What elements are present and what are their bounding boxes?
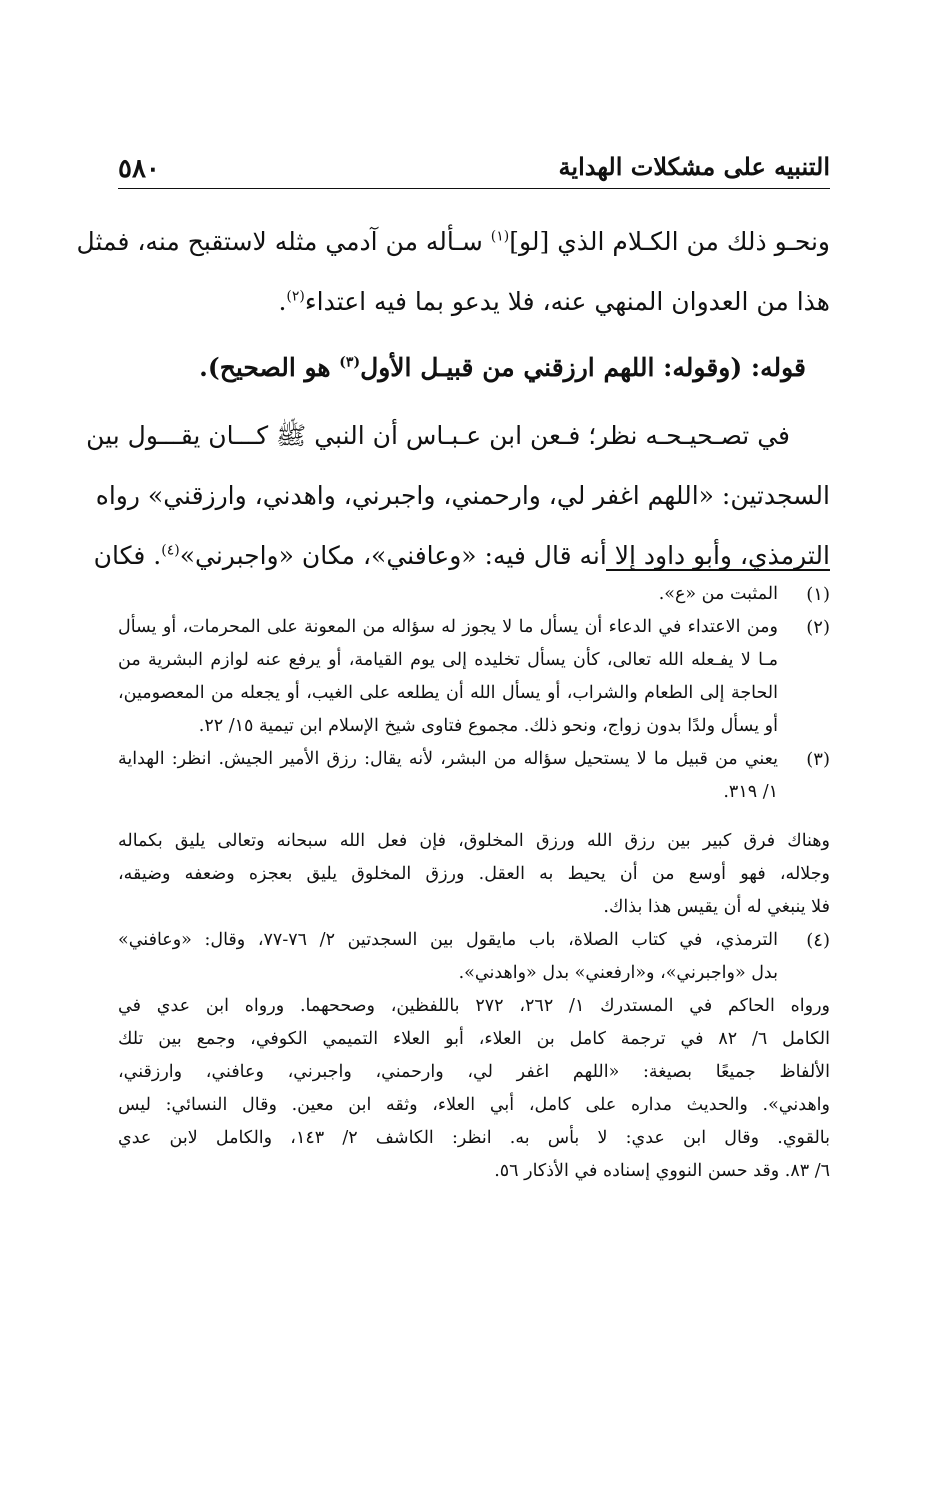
footnote-line: وهناك فرق كبير بين رزق الله ورزق المخلوق، فإن فعل الله سبحانه وتعالى يليق بكماله (118, 831, 830, 851)
footnote-line: وجلاله، فهو أوسع من أن يحيط به العقل. ورزق المخلوق يليق بعجزه وضعفه وضيقه، (118, 864, 830, 884)
footnote-line: بالقوي. وقال ابن عدي: لا بأس به. انظر: الكاشف ٢/ ١٤٣، والكامل لابن عدي (118, 1128, 830, 1148)
footnote-line: بدل «واجبرني»، و«ارفعني» بدل «واهدني». (458, 963, 778, 983)
footnote-line: ورواه الحاكم في المستدرك ١/ ٢٦٢، ٢٧٢ باللفظين، وصححهما. ورواه ابن عدي في (118, 996, 831, 1016)
footnote-line: ومن الاعتداء في الدعاء أن يسأل ما لا يجوز له سؤاله من المعونة على المحرمات، أو يسأل (118, 617, 778, 637)
footnote-line: الترمذي، في كتاب الصلاة، باب مايقول بين السجدتين ٢/ ٧٦-٧٧، وقال: «وعافني» (118, 930, 779, 950)
footnote-line: واهدني». والحديث مداره على كامل، أبي العلاء، وثقه ابن معين. وقال النسائي: ليس (118, 1095, 830, 1115)
footnote-line: فلا ينبغي له أن يقيس هذا بذاك. (603, 897, 830, 917)
text-line: هذا من العدوان المنهي عنه، فلا يدعو بما فيه اعتداء$^{(٢)}$. (278, 287, 830, 316)
footnote-4-continued (118, 990, 830, 1188)
footnote-line: مـا لا يفـعله الله تعالى، كأن يسأل تخليده إلى يوم القيامة، أو يرفع عنه لوازم البشرية من (118, 650, 778, 670)
header-rule (118, 188, 830, 189)
footnote-line: الكامل ٦/ ٨٢ في ترجمة كامل بن العلاء، أبو العلاء التميمي الكوفي، وجمع بين تلك (118, 1029, 830, 1049)
footnote-number: (٣) (806, 749, 830, 770)
footnote-4 (118, 924, 830, 990)
page-number: ٥٨٠ (118, 154, 160, 184)
footnote-line: ١/ ٣١٩. (723, 782, 778, 802)
footnote-line: أو يسأل ولدًا بدون زواج، ونحو ذلك. مجموع فتاوى شيخ الإسلام ابن تيمية ١٥/ ٢٢. (198, 716, 778, 736)
footnote-line: الحاجة إلى الطعام والشراب، أو يسأل الله أن يطلعه على الغيب، أو يجعله من المعصومين، (118, 683, 778, 703)
footnote-3 (118, 743, 830, 809)
footnote-line: ٦/ ٨٣. وقد حسن النووي إسناده في الأذكار ٥٦. (494, 1161, 830, 1181)
section-heading: قوله: (وقوله: اللهم ارزقني من قبيـل الأول$^{(٣)}$ هو الصحيح). (199, 353, 806, 382)
page-header (118, 150, 830, 190)
text-line: السجدتين: «اللهم اغفر لي، وارحمني، واجبرني، واهدني، وارزقني» رواه (95, 481, 830, 510)
main-text (76, 212, 830, 586)
footnote-3-continued (118, 825, 830, 924)
footnote-line: الألفاظ جميعًا بصيغة: «اللهم اغفر لي، وارحمني، واجبرني، وعافني، وارزقني، (118, 1062, 830, 1082)
footnote-number: (٢) (806, 617, 830, 638)
footnote-separator (606, 569, 830, 571)
footnote-1 (118, 578, 830, 611)
footnote-2 (118, 611, 830, 743)
footnote-number: (٤) (806, 930, 830, 951)
text-line: ونحـو ذلك من الكـلام الذي [لو]$^{(١)}$ سـأله من آدمي مثله لاستقبح منه، فمثل (76, 227, 830, 256)
text-line: الترمذي، وأبو داود إلا أنه قال فيه: «وعافني»، مكان «واجبرني»$^{(٤)}$. فكان (93, 541, 830, 570)
text-line: في تصـحيـحـه نظر؛ فـعن ابن عـبـاس أن النبي ﷺ كـــان يقـــول بين (86, 421, 790, 450)
footnote-number: (١) (806, 584, 830, 605)
footnote-line: المثبت من «ع». (658, 584, 778, 604)
running-title: التنبيه على مشكلات الهداية (558, 152, 830, 181)
footnotes (118, 578, 830, 1188)
footnote-line: يعني من قبيل ما لا يستحيل سؤاله من البشر، لأنه يقال: رزق الأمير الجيش. انظر: الهداية (118, 749, 778, 769)
